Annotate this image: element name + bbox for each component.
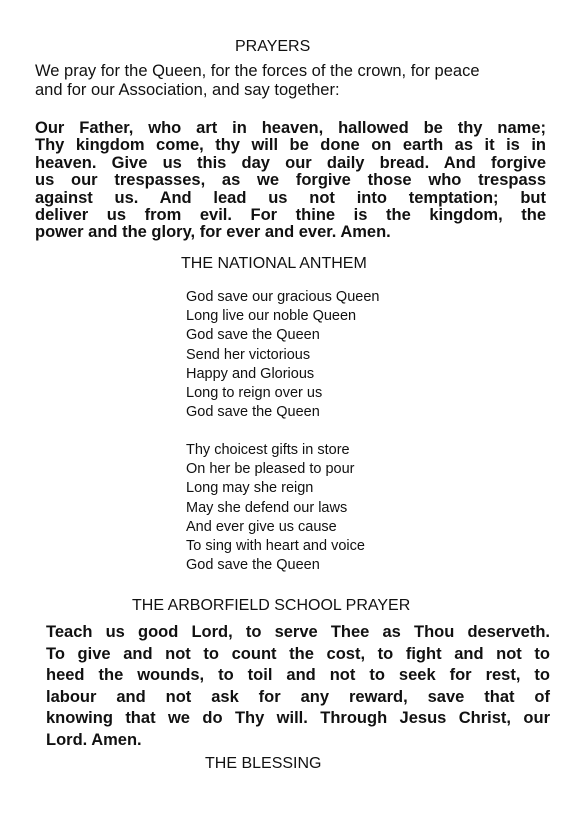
anthem-line: May she defend our laws bbox=[186, 499, 348, 516]
anthem-line: And ever give us cause bbox=[186, 518, 337, 535]
anthem-line: God save our gracious Queen bbox=[186, 289, 380, 305]
school-prayer-line: knowing that we do Thy will. Through Jesus Christ, our bbox=[46, 709, 550, 728]
anthem-verse-1 bbox=[186, 288, 379, 422]
lords-prayer-line: against us. And lead us not into temptation; but bbox=[35, 188, 546, 207]
lords-prayer-line: Our Father, who art in heaven, hallowed be thy name; bbox=[35, 119, 546, 137]
anthem-line: Long to reign over us bbox=[186, 385, 323, 402]
anthem-line: Thy choicest gifts in store bbox=[186, 442, 350, 458]
lords-prayer-line: us our trespasses, as we forgive those who trespass bbox=[35, 171, 546, 190]
anthem-verse-2 bbox=[186, 441, 365, 575]
anthem-line: To sing with heart and voice bbox=[186, 538, 365, 555]
anthem-line: Happy and Glorious bbox=[186, 365, 315, 382]
school-prayer-line: Lord. Amen. bbox=[46, 730, 142, 749]
school-prayer-line: To give and not to count the cost, to fight and not to bbox=[46, 644, 550, 663]
lords-prayer bbox=[35, 120, 546, 242]
anthem-line: Long live our noble Queen bbox=[186, 308, 357, 325]
anthem-line: God save the Queen bbox=[186, 404, 320, 421]
school-prayer-line: Teach us good Lord, to serve Thee as Thou deserveth. bbox=[46, 623, 550, 641]
prayers-intro bbox=[35, 62, 545, 100]
prayers-intro-line: and for our Association, and say together: bbox=[35, 81, 340, 99]
anthem-line: Long may she reign bbox=[186, 480, 314, 497]
school-prayer-heading: THE ARBORFIELD SCHOOL PRAYER bbox=[132, 597, 411, 614]
school-prayer-text bbox=[46, 622, 550, 752]
anthem-line: God save the Queen bbox=[186, 327, 320, 344]
prayers-intro-line: We pray for the Queen, for the forces of the crown, for peace bbox=[35, 62, 480, 80]
school-prayer-line: heed the wounds, to toil and not to seek for rest, to bbox=[46, 666, 550, 685]
lords-prayer-line: deliver us from evil. For thine is the kingdom, the bbox=[35, 206, 546, 225]
lords-prayer-line: Thy kingdom come, thy will be done on earth as it is in bbox=[35, 136, 546, 155]
school-prayer-line: labour and not ask for any reward, save that of bbox=[46, 687, 550, 706]
anthem-line: On her be pleased to pour bbox=[186, 461, 355, 478]
anthem-line: God save the Queen bbox=[186, 557, 320, 574]
anthem-line: Send her victorious bbox=[186, 346, 311, 363]
blessing-heading: THE BLESSING bbox=[205, 755, 322, 772]
prayers-heading: PRAYERS bbox=[235, 38, 311, 55]
national-anthem-heading: THE NATIONAL ANTHEM bbox=[181, 255, 367, 272]
lords-prayer-line: power and the glory, for ever and ever. Amen. bbox=[35, 223, 391, 242]
lords-prayer-line: heaven. Give us this day our daily bread. And forgive bbox=[35, 153, 546, 172]
